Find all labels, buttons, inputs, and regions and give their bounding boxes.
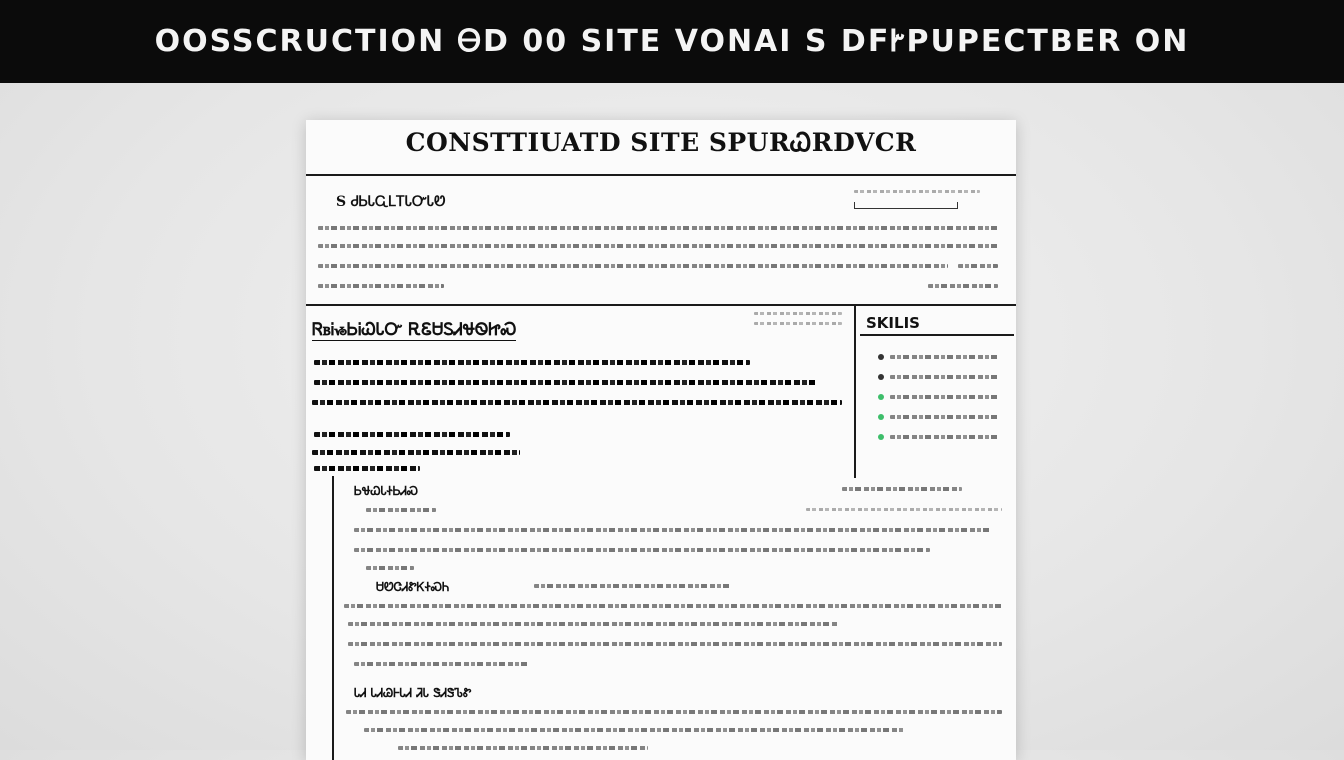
skill-label: [890, 355, 1000, 359]
job-line: [354, 662, 530, 666]
skills-heading: SKILIS: [866, 314, 920, 332]
resume-document: [306, 120, 1016, 760]
skill-item: [878, 374, 1000, 380]
job-line: [806, 508, 1002, 511]
summary-line: [318, 284, 444, 288]
skill-bullet: [878, 354, 884, 360]
job-line: [366, 566, 414, 570]
experience-line: [312, 450, 520, 455]
skills-rule: [860, 334, 1014, 336]
summary-line: [958, 264, 998, 268]
job-line: [348, 642, 1002, 646]
summary-heading: S ᏧᏏᏓᏩᏞᎢᏓᏅᏓᏬ: [336, 194, 446, 210]
job-date: [842, 487, 962, 491]
document-title: CONSTTIUATD SITE SPURᏇRDVCR: [405, 128, 917, 157]
summary-line: [318, 226, 998, 230]
job-line: [344, 604, 1004, 608]
job-title: ᏓᏗ ᏓᏗᏊᎰᏓᏗ ᏘᏓ ᏕᏗᏕᏖᏑ: [354, 686, 472, 700]
timeline-bar: [332, 476, 334, 760]
job-title: ᏏᏠᏇᏓᏐᏏᏗᏍ: [354, 484, 419, 498]
summary-line: [928, 284, 998, 288]
experience-line: [314, 360, 750, 365]
banner-title: OOSSCRUCTION ᎾD 00 SITE VONAI S DFᎨPUPECTBER ON: [154, 24, 1190, 59]
skill-bullet: [878, 414, 884, 420]
job-line: [354, 528, 990, 532]
job-title: ᏌᏬᏣᏗᏑᏦᏐᏍᏂ: [376, 580, 450, 594]
skill-label: [890, 375, 1000, 379]
banner: [0, 0, 1344, 83]
title-rule: [306, 174, 1016, 176]
section-rule: [306, 304, 1016, 306]
skill-bullet: [878, 434, 884, 440]
skill-item: [878, 354, 1000, 360]
experience-line: [314, 466, 420, 471]
skill-label: [890, 415, 1000, 419]
experience-line: [314, 432, 510, 437]
skill-label: [890, 435, 1000, 439]
skill-bullet: [878, 394, 884, 400]
skill-bullet: [878, 374, 884, 380]
skill-item: [878, 434, 1000, 440]
experience-heading: ᏒᏼᎥᏹᏏᎥᏇᏓᏅ ᎡᏋᏌᏚᏗᏠᏫᏥᏍ: [312, 320, 517, 340]
summary-date-bracket: [854, 202, 958, 209]
job-line: [364, 728, 904, 732]
experience-line: [312, 400, 842, 405]
experience-date-line: [754, 322, 842, 325]
job-line: [534, 584, 730, 588]
job-line: [398, 746, 648, 750]
experience-date-line: [754, 312, 842, 315]
skill-label: [890, 395, 1000, 399]
job-line: [354, 548, 930, 552]
summary-line: [318, 264, 948, 268]
experience-line: [314, 380, 816, 385]
skill-item: [878, 414, 1000, 420]
column-divider: [854, 306, 856, 478]
skill-item: [878, 394, 1000, 400]
job-line: [348, 622, 838, 626]
summary-date-line: [854, 190, 980, 193]
job-line: [346, 710, 1002, 714]
job-line: [366, 508, 436, 512]
summary-line: [318, 244, 998, 248]
